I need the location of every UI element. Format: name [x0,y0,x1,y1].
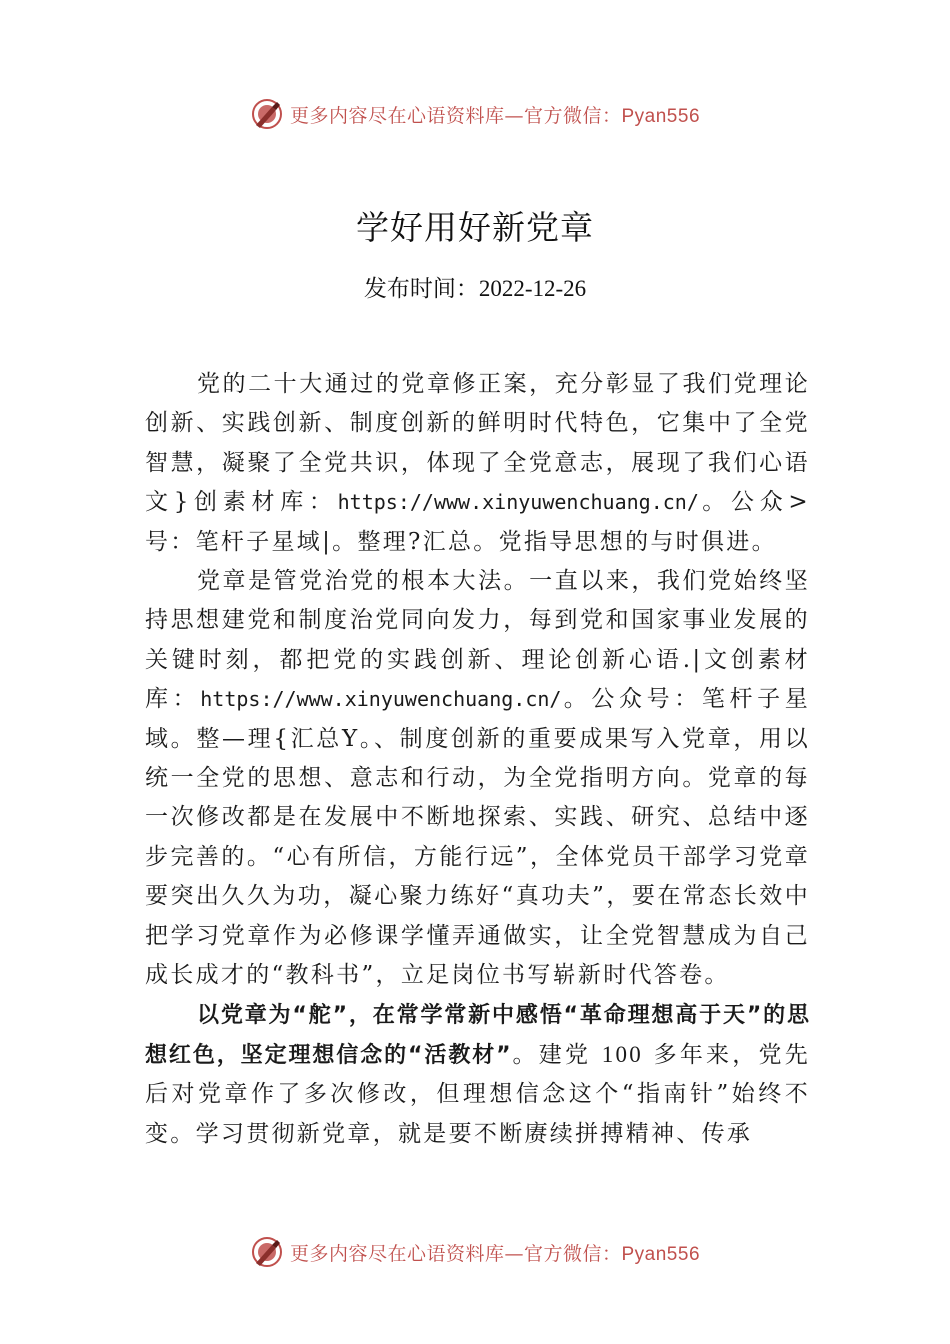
p2-url: https://www.xinyuwenchuang.cn/ [200,687,562,712]
banner-main-text: 更多内容尽在心语资料库 [289,1242,505,1265]
banner-dash: — [504,104,524,127]
document-title: 学好用好新党章 [356,208,594,247]
header-watermark-banner [0,94,950,134]
article-body [145,365,810,1154]
banner-wechat-id: Pyan556 [621,105,701,127]
p1-url: https://www.xinyuwenchuang.cn/ [337,490,699,515]
banner-wechat-label: 官方微信： [523,104,622,127]
p3-number: 100 [601,1041,644,1067]
p1-text-b: 。公众>号：笔杆子星域|。整理?汇总。党指导思想的与时俱进。 [145,489,810,555]
pen-logo-icon [250,1235,284,1269]
banner-main-text: 更多内容尽在心语资料库 [289,104,505,127]
banner-wechat-label: 官方微信： [523,1242,622,1265]
date-label: 发布时间： [363,276,479,302]
p3-bold-heading: 以党章为“舵”，在常学常新中感悟“革命理想高于天”的思想红色，坚定理想信念的“活教材” [145,1002,810,1068]
p2-text-b: 。公众号：笔杆子星域。整—理{汇总Y。、制度创新的重要成果写入党章，用以统一全党的思想、意志和行动，为全党指明方向。党章的每一次修改都是在发展中不断地探索、实践、研究、总结中逐步完善的。“心有所信，方能行远”，全体党员干部学习党章要突出久久为功，凝心聚力练好“真功夫”，要在常态长效中把学习党章作为必修课学懂弄通做实，让全党智慧成为自己成长成才的“教科书”，立足岗位书写崭新时代答卷。 [145,686,810,989]
paragraph-1 [145,365,810,562]
paragraph-3 [145,996,810,1155]
publish-date [0,270,950,303]
p3-text-a: 。建党 [511,1041,602,1068]
p2-text-a: 党章是管党治党的根本大法。一直以来，我们党始终坚持思想建党和制度治党同向发力，每到党和国家事业发展的关键时刻，都把党的实践创新、理论创新心语.|文创素材库： [145,568,810,713]
banner-wechat-id: Pyan556 [621,1243,701,1265]
footer-watermark-banner [0,1232,950,1272]
pen-logo-icon [250,97,284,131]
date-value: 2022-12-26 [478,276,587,301]
banner-dash: — [504,1242,524,1265]
p1-text-a: 党的二十大通过的党章修正案，充分彰显了我们党理论创新、实践创新、制度创新的鲜明时代特色，它集中了全党智慧，凝聚了全党共识，体现了全党意志，展现了我们心语文}创素材库： [145,371,810,516]
p3-text-b: 多年来，党先后对党章作了多次修改，但理想信念这个“指南针”始终不变。学习贯彻新党章，就是要不断赓续拼搏精神、传承 [145,1041,810,1147]
paragraph-2 [145,562,810,995]
